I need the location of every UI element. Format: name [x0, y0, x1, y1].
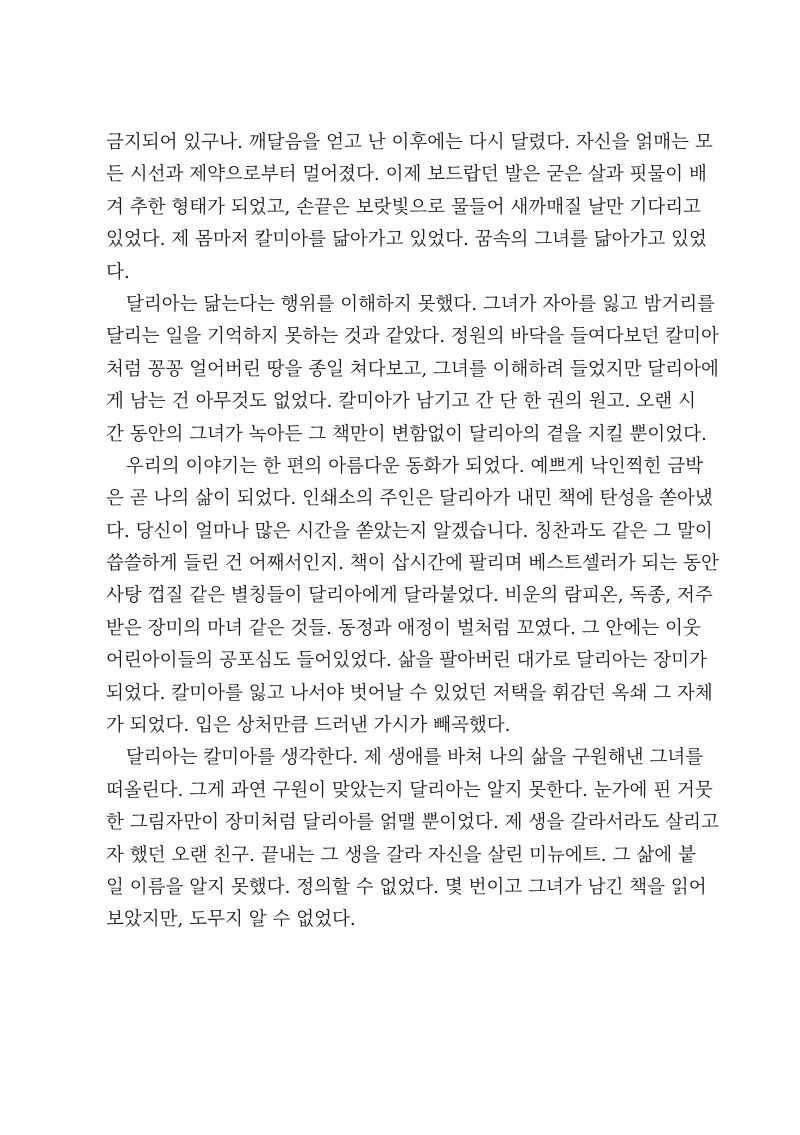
paragraph-2-line-5: 간 동안의 그녀가 녹아든 그 책만이 변함없이 달리아의 곁을 지킬 뿐이었다.: [106, 423, 707, 445]
paragraph-1-line-2: 든 시선과 제약으로부터 멀어졌다. 이제 보드랍던 발은 굳은 살과 핏물이 배: [106, 164, 707, 186]
paragraph-3-line-3: 다. 당신이 얼마나 많은 시간을 쏟았는지 알겠습니다. 칭찬과도 같은 그 말이: [106, 520, 713, 542]
paragraph-3-line-2: 은 곧 나의 삶이 되었다. 인쇄소의 주인은 달리아가 내민 책에 탄성을 쏟아냈: [106, 488, 713, 510]
paragraph-4-line-2: 떠올린다. 그게 과연 구원이 맞았는지 달리아는 알지 못한다. 눈가에 핀 거뭇: [106, 779, 713, 801]
paragraph-3-line-8: 되었다. 칼미아를 잃고 나서야 벗어날 수 있었던 저택을 휘감던 옥쇄 그 자체: [106, 682, 713, 704]
paragraph-4-line-6: 보았지만, 도무지 알 수 없었다.: [106, 909, 356, 931]
document-body: [106, 127, 719, 937]
paragraph-4-line-1: 달리아는 칼미아를 생각한다. 제 생애를 바쳐 나의 삶을 구원해낸 그녀를: [126, 747, 704, 769]
paragraph-4-line-3: 한 그림자만이 장미처럼 달리아를 얽맬 뿐이었다. 제 생을 갈라서라도 살리고: [106, 812, 719, 834]
paragraph-3-line-5: 사탕 껍질 같은 별칭들이 달리아에게 달라붙었다. 비운의 람피온, 독종, 저주: [106, 585, 713, 607]
paragraph-2-line-2: 달리는 일을 기억하지 못하는 것과 같았다. 정원의 바닥을 들여다보던 칼미아: [106, 326, 719, 348]
paragraph-1-line-1: 금지되어 있구나. 깨달음을 얻고 난 이후에는 다시 달렸다. 자신을 얽매는 모: [106, 132, 713, 153]
paragraph-2-line-4: 게 남는 건 아무것도 없었다. 칼미아가 남기고 간 단 한 권의 원고. 오랜 시: [106, 391, 696, 413]
paragraph-4-line-5: 일 이름을 알지 못했다. 정의할 수 없었다. 몇 번이고 그녀가 남긴 책을 읽어: [106, 876, 707, 898]
paragraph-2-line-3: 처럼 꽁꽁 얼어버린 땅을 종일 쳐다보고, 그녀를 이해하려 들었지만 달리아에: [106, 358, 719, 380]
paragraph-3-line-6: 받은 장미의 마녀 같은 것들. 동정과 애정이 벌처럼 꼬였다. 그 안에는 이웃: [106, 617, 701, 639]
paragraph-2-line-1: 달리아는 닮는다는 행위를 이해하지 못했다. 그녀가 자아를 잃고 밤거리를: [126, 293, 716, 315]
paragraph-3-line-9: 가 되었다. 입은 상처만큼 드러낸 가시가 빼곡했다.: [106, 715, 511, 737]
paragraph-3-line-4: 씁쓸하게 들린 건 어째서인지. 책이 삽시간에 팔리며 베스트셀러가 되는 동안: [106, 553, 719, 575]
paragraph-4-line-4: 자 했던 오랜 친구. 끝내는 그 생을 갈라 자신을 살린 미뉴에트. 그 삶에 붙: [106, 844, 696, 866]
paragraph-3-line-7: 어린아이들의 공포심도 들어있었다. 삶을 팔아버린 대가로 달리아는 장미가: [106, 650, 708, 672]
paragraph-1-line-5: 다.: [106, 261, 130, 283]
paragraph-1-line-4: 있었다. 제 몸마저 칼미아를 닮아가고 있었다. 꿈속의 그녀를 닮아가고 있었: [106, 229, 707, 251]
paragraph-3-line-1: 우리의 이야기는 한 편의 아름다운 동화가 되었다. 예쁘게 낙인찍힌 금박: [126, 455, 704, 477]
paragraph-1-line-3: 겨 추한 형태가 되었고, 손끝은 보랏빛으로 물들어 새까매질 날만 기다리고: [106, 196, 701, 218]
